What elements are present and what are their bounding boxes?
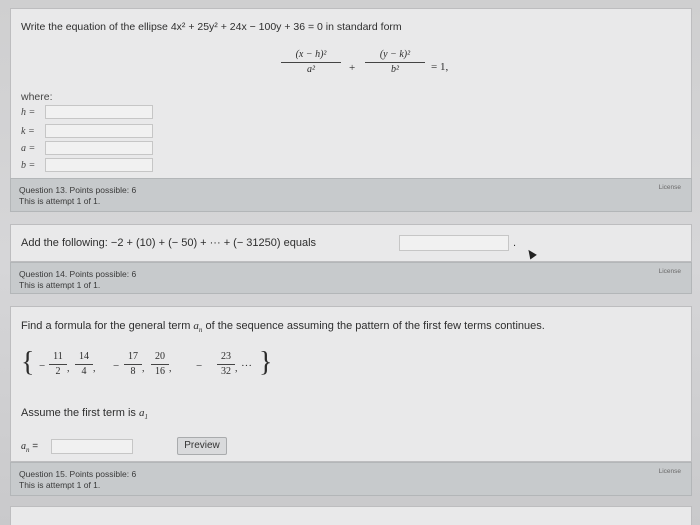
term-2 (75, 351, 93, 378)
question-13-prompt: Add the following: −2 + (10) + (− 50) + ··· + (− 31250) equals (21, 237, 317, 249)
term-4-den: 16 (155, 366, 165, 377)
formula-numerator-y: (y − k)² (379, 49, 411, 60)
question-16-card-partial (10, 506, 692, 525)
formula-denominator-a: a² (307, 64, 315, 75)
term-1-num: 11 (53, 351, 63, 362)
term-3-num: 17 (128, 351, 138, 362)
question-13-attempt: This is attempt 1 of 1. (19, 196, 101, 206)
answer-eq: = (32, 441, 39, 452)
prompt-var: a (193, 320, 199, 332)
comma-1: , (67, 363, 70, 374)
term-3-den: 8 (130, 366, 136, 377)
question-14-footer (10, 262, 692, 294)
sequence-close-brace: } (259, 347, 273, 378)
term-2-num: 14 (79, 351, 89, 362)
formula-denominator-b: b² (391, 64, 399, 75)
formula-plus: + (349, 62, 356, 74)
formula-fraction-x (281, 49, 341, 76)
question-14-points: Question 14. Points possible: 6 (19, 269, 137, 279)
question-12-card (10, 8, 692, 180)
question-13-footer (10, 178, 692, 212)
assume-text: Assume the first term is (21, 407, 136, 419)
term-3-sign: − (113, 360, 120, 372)
formula-fraction-y (365, 49, 425, 76)
answer-var: a (21, 441, 26, 452)
sequence-ellipsis: ··· (241, 360, 252, 372)
term-1 (49, 351, 67, 378)
prompt-sub: n (198, 326, 203, 335)
a-input[interactable] (45, 141, 153, 155)
k-label: k = (21, 126, 35, 137)
question-14-attempt: This is attempt 1 of 1. (19, 280, 101, 290)
prompt-pre: Find a formula for the general term (21, 320, 191, 332)
term-5-den: 32 (221, 366, 231, 377)
question-13-points: Question 13. Points possible: 6 (19, 185, 137, 195)
comma-2: , (93, 363, 96, 374)
general-term-input[interactable] (51, 439, 133, 454)
question-12-prompt: Write the equation of the ellipse 4x² + 25y² + 24x − 100y + 36 = 0 in standard form (21, 21, 402, 33)
question-15-points: Question 15. Points possible: 6 (19, 469, 137, 479)
standard-form-formula (281, 49, 471, 89)
k-input[interactable] (45, 124, 153, 138)
b-input[interactable] (45, 158, 153, 172)
question-14-prompt (21, 320, 545, 334)
question-14-card (10, 306, 692, 462)
sum-answer-input[interactable] (399, 235, 509, 251)
sum-period: . (513, 237, 517, 249)
h-label: h = (21, 107, 36, 118)
assume-var: a (138, 407, 145, 419)
assume-sub: 1 (144, 413, 148, 422)
question-13-card (10, 224, 692, 262)
comma-5: , (235, 363, 238, 374)
h-input[interactable] (45, 105, 153, 119)
answer-label (21, 441, 38, 454)
sequence (21, 349, 281, 383)
term-5-sign: − (196, 360, 203, 372)
term-1-den: 2 (55, 366, 61, 377)
sequence-open-brace: { (21, 347, 35, 378)
license-link-14[interactable]: License (658, 268, 681, 275)
term-5 (217, 351, 235, 378)
term-5-num: 23 (221, 351, 231, 362)
prompt-post: of the sequence assuming the pattern of the first few terms continues. (205, 320, 545, 332)
question-15-attempt: This is attempt 1 of 1. (19, 480, 101, 490)
license-link-13[interactable]: License (658, 184, 681, 191)
term-3 (124, 351, 142, 378)
comma-4: , (169, 363, 172, 374)
assume-first-term (21, 407, 148, 421)
where-label: where: (21, 91, 53, 103)
license-link-15[interactable]: License (658, 468, 681, 475)
formula-rhs: = 1, (431, 61, 449, 73)
question-15-footer (10, 462, 692, 496)
preview-button[interactable]: Preview (177, 437, 227, 455)
formula-numerator-x: (x − h)² (295, 49, 327, 60)
term-2-den: 4 (81, 366, 87, 377)
term-1-sign: − (39, 360, 46, 372)
b-label: b = (21, 160, 36, 171)
term-4-num: 20 (155, 351, 165, 362)
mouse-cursor-icon (525, 248, 537, 260)
a-label: a = (21, 143, 36, 154)
term-4 (151, 351, 169, 378)
answer-sub: n (26, 446, 30, 454)
comma-3: , (142, 363, 145, 374)
prompt-an (193, 320, 203, 335)
